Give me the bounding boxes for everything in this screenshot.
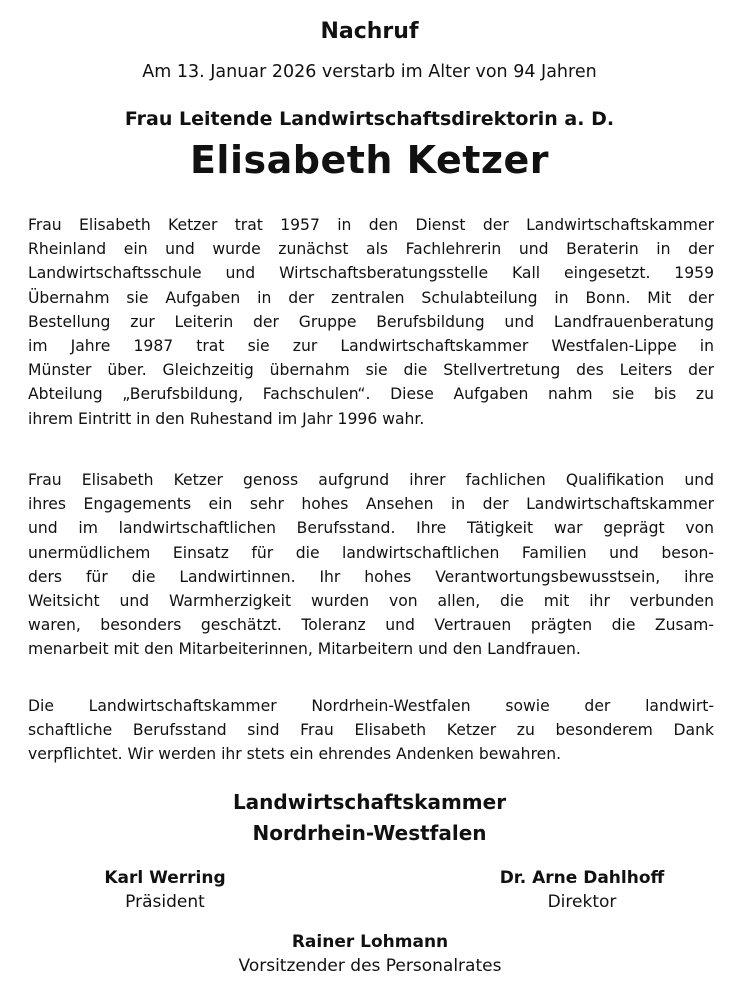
organization-name <box>0 787 739 849</box>
text-line: verpflichtet. Wir werden ihr stets ein ehrendes Andenken bewahren. <box>28 745 562 764</box>
text-line: schaftliche Berufsstand sind Frau Elisabeth Ketzer zu besonderem Dank <box>28 721 714 740</box>
text-line: Landwirtschaftsschule und Wirtschaftsberatungsstelle Kall eingesetzt. 1959 <box>28 264 714 283</box>
text-line: Abteilung „Berufsbildung, Fachschulen“. Diese Aufgaben nahm sie bis zu <box>28 385 714 404</box>
signatory-name: Rainer Lohmann <box>291 932 449 952</box>
text-line: Weitsicht und Warmherzigkeit wurden von allen, die mit ihr verbunden <box>28 591 714 610</box>
text-line: Übernahm sie Aufgaben in der zentralen Schulabteilung in Bonn. Mit der <box>28 288 714 307</box>
text-line: waren, besonders geschätzt. Toleranz und Vertrauen prägten die Zusam- <box>28 616 714 635</box>
organization-line: Nordrhein-Westfalen <box>252 821 487 845</box>
death-notice-line: Am 13. Januar 2026 verstarb im Alter von 94 Jahren <box>142 62 597 82</box>
text-line: und im landwirtschaftlichen Berufsstand. Ihre Tätigkeit war geprägt von <box>28 519 714 538</box>
signatory-role: Direktor <box>547 892 617 912</box>
paragraph-tribute <box>28 468 714 662</box>
text-line: Frau Elisabeth Ketzer genoss aufgrund ihrer fachlichen Qualifikation und <box>28 471 714 489</box>
signatory-role: Vorsitzender des Personalrates <box>238 956 502 976</box>
page-title: Nachruf <box>320 19 419 44</box>
organization-line: Landwirtschaftskammer <box>232 790 507 814</box>
signatory-name: Karl Werring <box>104 868 226 888</box>
text-line: ihrem Eintritt in den Ruhestand im Jahr 1996 wahr. <box>28 409 425 428</box>
text-line: im Jahre 1987 trat sie zur Landwirtschaftskammer Westfalen-Lippe in <box>28 336 714 355</box>
text-line: Bestellung zur Leiterin der Gruppe Berufsbildung und Landfrauenberatung <box>28 312 714 331</box>
signatory-name: Dr. Arne Dahlhoff <box>499 868 665 888</box>
text-line: unermüdlichem Einsatz für die landwirtschaftlichen Familien und beson- <box>28 543 714 562</box>
deceased-name: Elisabeth Ketzer <box>189 138 550 182</box>
text-line: ihres Engagements ein sehr hohes Ansehen in der Landwirtschaftskammer <box>28 495 714 514</box>
text-line: Rheinland ein und wurde zunächst als Fachlehrerin und Beraterin in der <box>28 240 714 259</box>
signatory-staff-council <box>170 930 570 978</box>
text-line: Münster über. Gleichzeitig übernahm sie die Stellvertretung des Leiters der <box>28 361 714 380</box>
text-line: Die Landwirtschaftskammer Nordrhein-Westfalen sowie der landwirt- <box>28 697 714 715</box>
paragraph-thanks <box>28 694 714 767</box>
signatory-director <box>462 866 702 914</box>
signatory-role: Präsident <box>125 892 205 912</box>
text-line: Frau Elisabeth Ketzer trat 1957 in den Dienst der Landwirtschaftskammer <box>28 216 714 234</box>
text-line: ders für die Landwirtinnen. Ihr hohes Verantwortungsbewusstsein, ihre <box>28 567 714 586</box>
honorific-title: Frau Leitende Landwirtschaftsdirektorin a. D. <box>124 108 615 130</box>
text-line: menarbeit mit den Mitarbeiterinnen, Mitarbeitern und den Landfrauen. <box>28 640 581 659</box>
signatory-president <box>75 866 255 914</box>
paragraph-career <box>28 213 714 431</box>
